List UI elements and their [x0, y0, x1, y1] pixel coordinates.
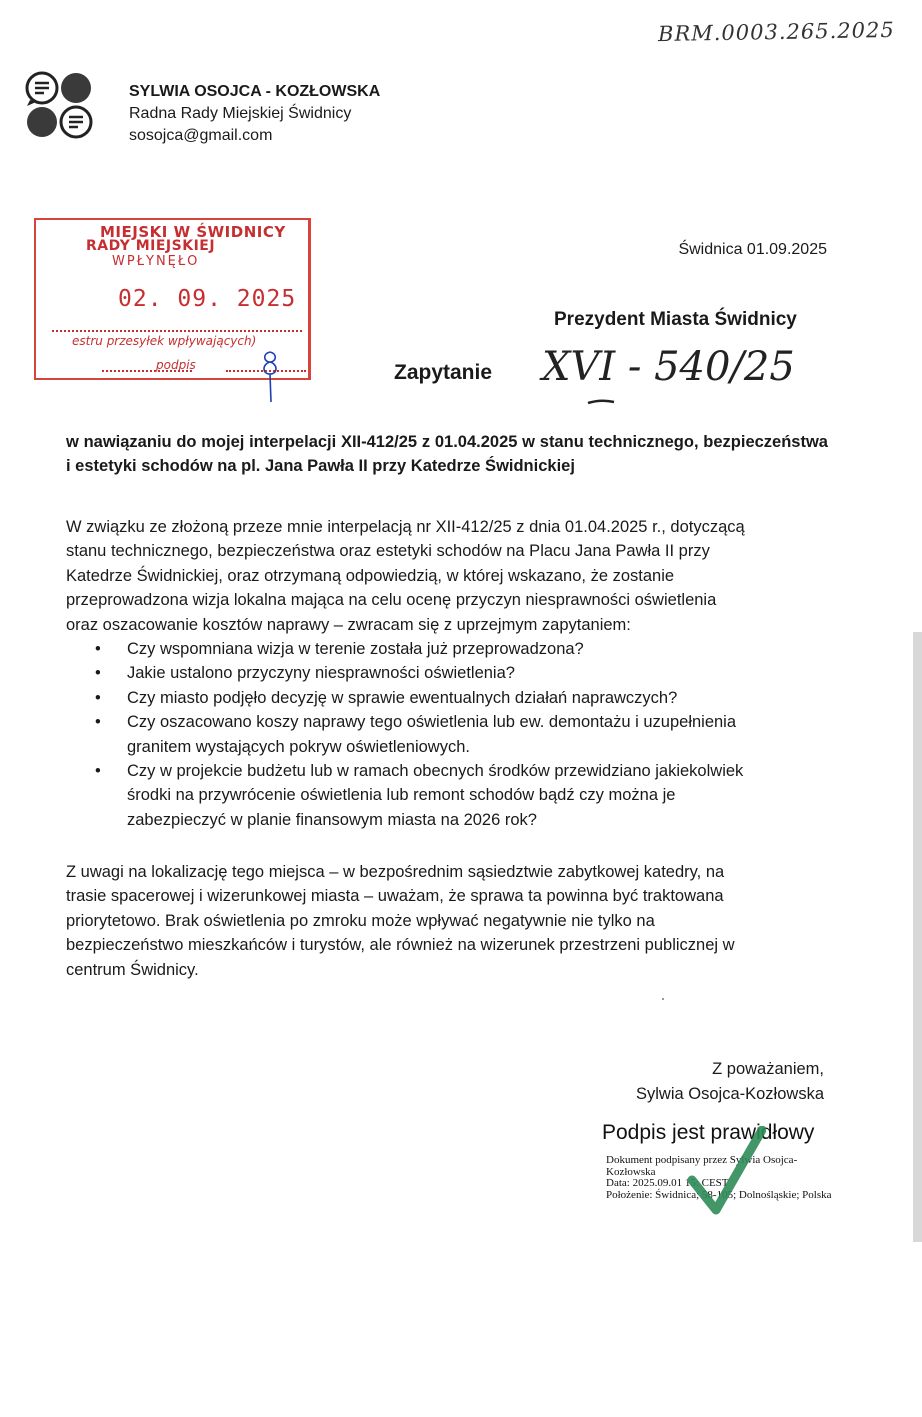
list-item — [66, 686, 826, 710]
pen-signature-icon — [258, 348, 288, 404]
handwritten-reference-number: BRM.0003.265.2025 — [657, 17, 895, 47]
checkmark-icon — [686, 1126, 766, 1216]
subject-line: w nawiązaniu do mojej interpelacji XII-412/25 z 01.04.2025 w stanu technicznego, bezpieczeństwa i estetyki schodów na pl. Jana Pawła II przy Katedrze Świdnickiej — [66, 433, 828, 475]
stamp-dotted-line — [52, 330, 302, 332]
text-line: W związku ze złożoną przeze mnie interpelacją nr XII-412/25 z dnia 01.04.2025 r., dotyczącą — [66, 518, 745, 536]
text-line: centrum Świdnicy. — [66, 960, 199, 979]
bullet-icon: • — [95, 640, 101, 658]
speech-bubbles-logo-icon — [24, 70, 94, 140]
stamp-registry-label: estru przesyłek wpływających) — [72, 334, 257, 348]
handwritten-case-number: XVI - 540/25 — [542, 344, 795, 390]
intro-paragraph — [66, 515, 826, 637]
text-line: Czy miasto podjęło decyzję w sprawie ewentualnych działań naprawczych? — [127, 688, 678, 707]
place-and-date: Świdnica 01.09.2025 — [678, 241, 827, 258]
sender-role: Radna Rady Miejskiej Świdnicy — [129, 105, 352, 122]
text-line: środki na przywrócenie oświetlenia lub remont schodów bądź czy można je — [127, 786, 676, 805]
signature-detail-line: Data: 2025.09.01 15: CEST — [606, 1177, 729, 1189]
stamp-line-2: RADY MIEJSKIEJ — [86, 238, 216, 254]
text-line: Czy wspomniana wizja w terenie została już przeprowadzona? — [127, 640, 584, 658]
text-line: oraz oszacowanie kosztów naprawy – zwracam się z uprzejmym zapytaniem: — [66, 615, 631, 634]
regards-block — [636, 1057, 824, 1107]
bullet-icon: • — [95, 762, 101, 781]
signature-detail-line: Położenie: Świdnica; 58-105; Dolnośląskie; Polska — [606, 1188, 832, 1201]
text-line: Czy oszacowano koszy naprawy tego oświetlenia lub ew. demontażu i uzupełnienia — [127, 713, 737, 732]
sender-email: sosojca@gmail.com — [129, 127, 273, 144]
text-line: zabezpieczyć w planie finansowym miasta na 2026 rok? — [127, 810, 537, 829]
list-item — [66, 759, 826, 832]
stamp-line-3: WPŁYNĘŁO — [112, 254, 200, 269]
regards-name: Sylwia Osojca-Kozłowska — [636, 1085, 824, 1103]
sender-block — [129, 81, 380, 147]
stamp-signature-label: podpis — [156, 358, 196, 372]
addressee: Prezydent Miasta Świdnicy — [554, 309, 797, 330]
signature-detail-line: Dokument podpisany przez Sylwia Osojca- — [606, 1154, 798, 1166]
closing-paragraph — [66, 860, 826, 982]
scan-speck — [662, 998, 664, 1000]
bullet-icon: • — [95, 713, 101, 732]
text-line: Katedrze Świdnickiej, oraz otrzymaną odpowiedzią, w której wskazano, że zostanie — [66, 566, 675, 585]
regards-greeting: Z poważaniem, — [712, 1060, 824, 1078]
text-line: przeprowadzona wizja lokalna mająca na celu ocenę przyczyn niesprawności oświetlenia — [66, 591, 717, 610]
text-line: bezpieczeństwo mieszkańców i turystów, ale również na wizerunek przestrzeni publicznej w — [66, 936, 735, 955]
stamp-line-1: MIEJSKI W ŚWIDNICY — [100, 223, 286, 241]
bullet-icon: • — [95, 688, 101, 707]
text-line: Z uwagi na lokalizację tego miejsca – w bezpośrednim sąsiedztwie zabytkowej katedry, na — [66, 863, 725, 881]
bullet-icon: • — [95, 664, 101, 683]
scrollbar[interactable] — [913, 632, 922, 1242]
text-line: priorytetowo. Brak oświetlenia po zmroku może wpływać negatywnie nie tylko na — [66, 911, 655, 930]
text-line: granitem wystających pokryw oświetleniowych. — [127, 737, 470, 756]
text-line: Jakie ustalono przyczyny niesprawności oświetlenia? — [127, 664, 515, 683]
case-underline — [586, 398, 616, 406]
signature-detail-line: Kozłowska — [606, 1165, 656, 1178]
stamp-date: 02. 09. 2025 — [118, 286, 297, 312]
incoming-mail-stamp — [34, 218, 311, 380]
text-line: stanu technicznego, bezpieczeństwa oraz estetyki schodów na Placu Jana Pawła II przy — [66, 542, 710, 561]
list-item — [66, 661, 826, 685]
list-item — [66, 637, 826, 661]
questions-list — [66, 637, 826, 832]
signature-valid-label: Podpis jest prawidłowy — [602, 1121, 815, 1144]
list-item — [66, 710, 826, 759]
sender-name: SYLWIA OSOJCA - KOZŁOWSKA — [129, 83, 381, 100]
text-line: Czy w projekcie budżetu lub w ramach obecnych środków przewidziano jakiekolwiek — [127, 762, 744, 781]
document-type-heading: Zapytanie — [394, 361, 493, 384]
text-line: trasie spacerowej i wizerunkowej miasta – uważam, że sprawa ta powinna być traktowana — [66, 887, 724, 906]
